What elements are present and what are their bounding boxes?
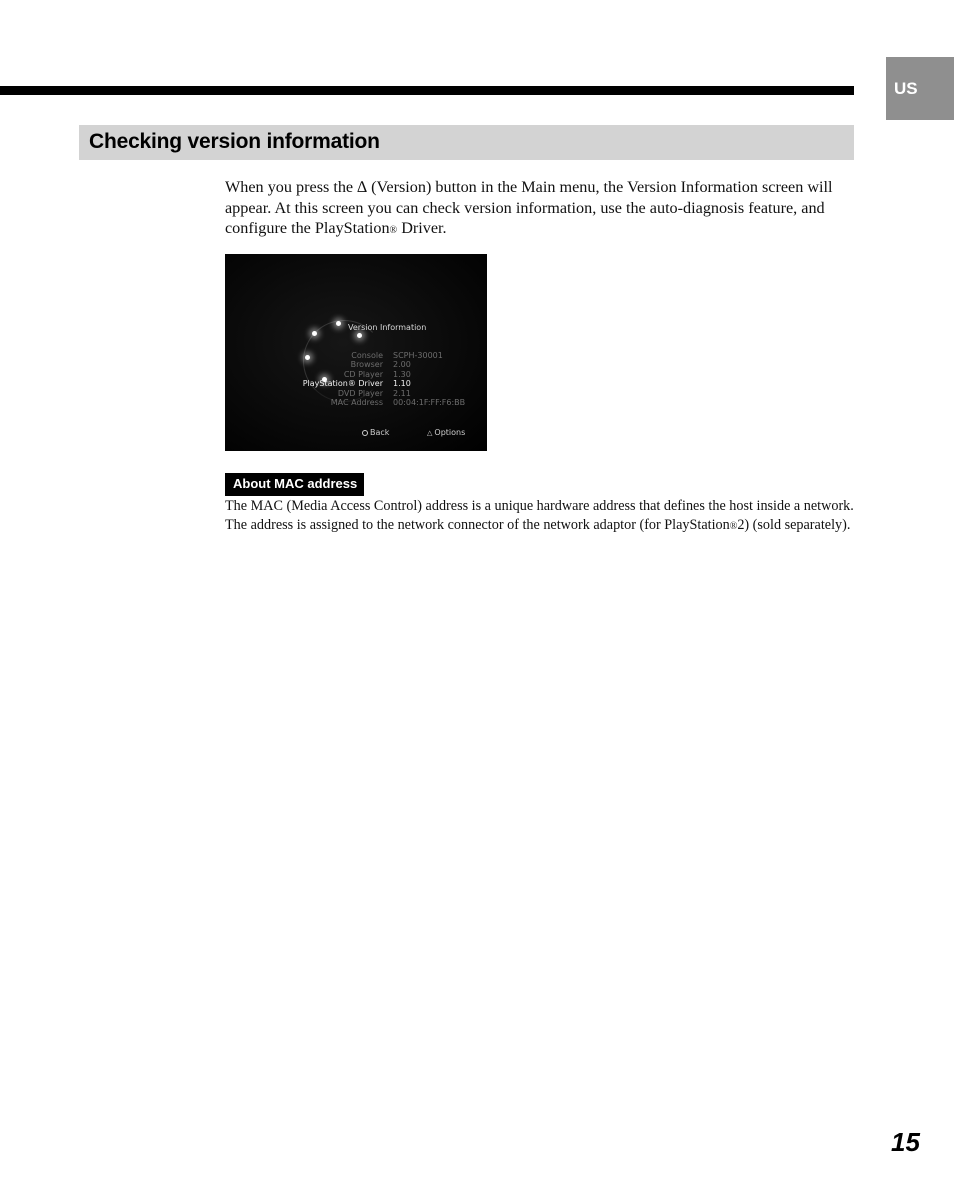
info-row-mac-address [225,398,487,408]
header-rule [0,86,854,95]
info-label: Console [351,351,383,360]
info-label: Browser [350,360,383,369]
info-label: PlayStation® Driver [302,379,383,388]
back-button[interactable] [362,428,389,437]
registered-mark: ® [729,521,738,532]
mac-body-text-2: 2) (sold separately). [737,517,851,533]
section-header-bar [79,125,854,160]
intro-paragraph [225,177,847,242]
mac-section-body [225,497,855,536]
mac-body-text-1: The MAC (Media Access Control) address is a unique hardware address that defines the host inside a network. The address is assigned to the network connector of the network adaptor (for PlayStation [225,498,854,533]
info-row-playstation-driver[interactable] [225,379,487,389]
info-value: 1.30 [393,370,411,379]
back-label: Back [370,428,390,437]
info-value: 2.11 [393,389,411,398]
circle-button-icon [362,430,368,436]
orbit-light-icon [357,333,362,338]
triangle-icon: ∆ [357,178,368,196]
intro-text-2: (Version) button in the Main menu, the Version Information screen will appear. At this screen you can check version information, use the auto-diagnosis feature, and configure the PlayStation [225,178,833,237]
info-row-browser [225,360,487,370]
info-label: CD Player [343,370,383,379]
options-label: Options [434,428,466,437]
registered-mark: ® [389,225,398,236]
info-value: 2.00 [393,360,411,369]
screen-title: Version Information [348,323,427,332]
info-value: 00:04:1F:FF:F6:BB [393,398,466,407]
info-value: SCPH-30001 [393,351,443,360]
language-tab [886,57,954,120]
mac-section-heading: About MAC address [225,473,364,496]
triangle-button-icon: △ [427,429,433,437]
orbit-light-icon [336,321,341,326]
version-information-screenshot [225,254,487,451]
info-label: DVD Player [337,389,383,398]
info-label: MAC Address [330,398,383,407]
info-value: 1.10 [393,379,411,388]
language-tab-label: US [894,79,918,98]
section-title: Checking version information [89,130,380,153]
options-button[interactable] [427,428,465,437]
intro-text-3: Driver. [397,219,447,237]
page-number: 15 [891,1127,920,1157]
intro-text-1: When you press the [225,178,358,196]
orbit-light-icon [312,331,317,336]
